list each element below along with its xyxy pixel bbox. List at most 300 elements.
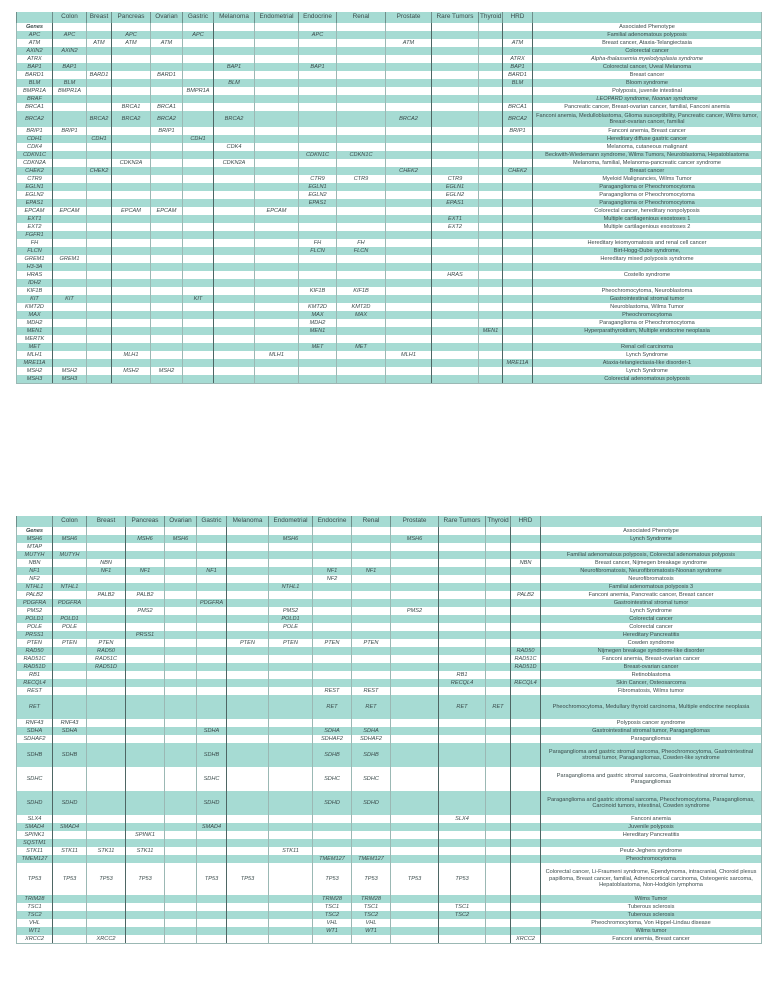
associated-phenotype: Paraganglioma and gastric stromal sarcoma, Pheochromocytoma, Paragangliomas, Carcinoid tumors, intestinal, Cowden syndrome [541, 791, 762, 815]
cancer-type-cell: MLH1 [386, 351, 432, 359]
cancer-type-cell [53, 575, 87, 583]
cancer-type-cell [337, 255, 386, 263]
cancer-type-cell [214, 191, 255, 199]
gene-name: PALB2 [17, 591, 53, 599]
cancer-type-cell [313, 551, 352, 559]
cancer-type-cell [486, 615, 511, 623]
cancer-type-cell [486, 535, 511, 543]
cancer-type-cell [126, 735, 165, 743]
cancer-type-cell [299, 335, 337, 343]
table-row [17, 679, 762, 687]
cancer-type-cell: RB1 [439, 671, 486, 679]
gene-name: POLD1 [17, 615, 53, 623]
cancer-type-cell [269, 831, 313, 839]
cancer-type-cell [87, 279, 112, 287]
cancer-type-cell [337, 79, 386, 87]
cancer-type-cell: BLM [503, 79, 533, 87]
cancer-type-cell: PALB2 [511, 591, 541, 599]
cancer-type-cell [197, 695, 227, 719]
cancer-type-cell [165, 735, 197, 743]
cancer-type-cell: PRSS1 [126, 631, 165, 639]
cancer-type-cell [352, 575, 391, 583]
cancer-type-cell [126, 767, 165, 791]
cancer-type-cell [432, 367, 479, 375]
cancer-type-cell [87, 271, 112, 279]
cancer-type-cell [386, 175, 432, 183]
table-row [17, 207, 762, 215]
gene-name: CDH1 [17, 135, 53, 143]
cancer-type-cell [503, 47, 533, 55]
cancer-type-cell [439, 591, 486, 599]
cancer-type-cell [112, 87, 151, 95]
cancer-type-cell [214, 319, 255, 327]
associated-phenotype: Pheochromocytoma, Neuroblastoma [533, 287, 762, 295]
cancer-type-cell: CTR9 [432, 175, 479, 183]
cancer-type-cell [269, 927, 313, 935]
gene-name: BARD1 [17, 71, 53, 79]
cancer-type-cell [479, 159, 503, 167]
table-row [17, 927, 762, 935]
cancer-type-cell [479, 295, 503, 303]
table-row [17, 151, 762, 159]
gene-name: BLM [17, 79, 53, 87]
cancer-type-cell [255, 303, 299, 311]
cancer-type-cell [227, 535, 269, 543]
cancer-type-cell [511, 855, 541, 863]
cancer-type-cell [126, 823, 165, 831]
cancer-type-cell: MLH1 [112, 351, 151, 359]
cancer-type-cell [214, 327, 255, 335]
gene-name: CTR9 [17, 175, 53, 183]
cancer-type-cell [503, 327, 533, 335]
cancer-type-cell [197, 647, 227, 655]
cancer-type-cell: CDKN2A [214, 159, 255, 167]
cancer-type-cell [165, 663, 197, 671]
column-header-endometrial: Endometrial [269, 516, 313, 527]
cancer-type-cell [183, 47, 214, 55]
cancer-type-cell [337, 191, 386, 199]
cancer-type-cell: MDH2 [299, 319, 337, 327]
cancer-type-cell: BLM [53, 79, 87, 87]
cancer-type-cell [183, 311, 214, 319]
cancer-type-cell [269, 575, 313, 583]
cancer-type-cell [299, 55, 337, 63]
cancer-type-cell [87, 103, 112, 111]
associated-phenotype: Nijmegen breakage syndrome-like disorder [541, 647, 762, 655]
cancer-type-cell [112, 343, 151, 351]
cancer-type-cell [53, 287, 87, 295]
cancer-type-cell [432, 319, 479, 327]
cancer-type-cell [87, 607, 126, 615]
cancer-type-cell [432, 71, 479, 79]
cancer-type-cell [269, 543, 313, 551]
cancer-type-cell [112, 319, 151, 327]
associated-phenotype: Pancreatic cancer, Breast-ovarian cancer, familial, Fanconi anemia [533, 103, 762, 111]
associated-phenotype: LEOPARD syndrome, Noonan syndrome [533, 95, 762, 103]
cancer-type-cell: PTEN [227, 639, 269, 647]
cancer-type-cell [391, 671, 439, 679]
cancer-type-cell [299, 23, 337, 31]
cancer-type-cell [53, 183, 87, 191]
cancer-type-cell [255, 159, 299, 167]
cancer-type-cell [165, 847, 197, 855]
cancer-type-cell [386, 87, 432, 95]
cancer-type-cell: NBN [511, 559, 541, 567]
cancer-type-cell [479, 79, 503, 87]
cancer-type-cell [391, 615, 439, 623]
cancer-type-cell [486, 583, 511, 591]
cancer-type-cell [486, 815, 511, 823]
cancer-type-cell [87, 687, 126, 695]
gene-name: RB1 [17, 671, 53, 679]
cancer-type-cell [126, 647, 165, 655]
cancer-type-cell [352, 831, 391, 839]
cancer-type-cell: APC [299, 31, 337, 39]
associated-phenotype: Gastrointestinal stromal tumor [541, 599, 762, 607]
cancer-type-cell [53, 767, 87, 791]
cancer-type-cell [313, 583, 352, 591]
cancer-type-cell [386, 279, 432, 287]
cancer-type-cell: STK11 [269, 847, 313, 855]
cancer-type-cell: EPAS1 [299, 199, 337, 207]
cancer-type-cell [439, 535, 486, 543]
associated-phenotype: Familial adenomatous polyposis, Colorectal adenomatous polyposis [541, 551, 762, 559]
cancer-type-cell [255, 183, 299, 191]
cancer-type-cell [255, 23, 299, 31]
cancer-type-cell [299, 375, 337, 383]
cancer-type-cell [391, 551, 439, 559]
cancer-type-cell [486, 551, 511, 559]
gene-name: EXT2 [17, 223, 53, 231]
gene-name: KIT [17, 295, 53, 303]
cancer-type-cell [503, 295, 533, 303]
cancer-type-cell [299, 103, 337, 111]
associated-phenotype: Birt-Hogg-Dube syndrome, [533, 247, 762, 255]
column-header-row [17, 516, 762, 527]
cancer-type-cell [391, 831, 439, 839]
cancer-type-cell [337, 103, 386, 111]
cancer-type-cell [214, 335, 255, 343]
cancer-type-cell [53, 351, 87, 359]
cancer-type-cell: CDKN1C [337, 151, 386, 159]
cancer-type-cell: RAD50 [511, 647, 541, 655]
cancer-type-cell: EXT2 [432, 223, 479, 231]
associated-phenotype: Myeloid Malignancies, Wilms Tumor [533, 175, 762, 183]
cancer-type-cell [503, 303, 533, 311]
cancer-type-cell: FH [299, 239, 337, 247]
gene-name: MERTK [17, 335, 53, 343]
cancer-type-cell [227, 559, 269, 567]
cancer-type-cell [486, 567, 511, 575]
cancer-type-cell [53, 247, 87, 255]
gene-name: FH [17, 239, 53, 247]
cancer-type-cell [227, 599, 269, 607]
gene-name: CHEK2 [17, 167, 53, 175]
cancer-type-cell [53, 239, 87, 247]
cancer-type-cell: BRCA2 [503, 111, 533, 127]
cancer-type-cell: BLM [214, 79, 255, 87]
cancer-type-cell: NF1 [313, 567, 352, 575]
cancer-type-cell [269, 855, 313, 863]
cancer-type-cell: ATM [87, 39, 112, 47]
cancer-type-cell [391, 543, 439, 551]
gene-name: SPINK1 [17, 831, 53, 839]
cancer-type-cell [255, 79, 299, 87]
cancer-type-cell [269, 695, 313, 719]
associated-phenotype: Multiple cartilagenious exostoses 2 [533, 223, 762, 231]
associated-phenotype: Renal cell carcinoma [533, 343, 762, 351]
cancer-type-cell [87, 839, 126, 847]
cancer-type-cell [165, 671, 197, 679]
associated-phenotype: Gastrointestinal stromal tumor, Paragangliomas [541, 727, 762, 735]
cancer-type-cell [151, 343, 183, 351]
gene-name: MSH2 [17, 367, 53, 375]
cancer-type-cell: TSC2 [313, 911, 352, 919]
cancer-type-cell [386, 23, 432, 31]
cancer-type-cell: STK11 [126, 847, 165, 855]
associated-phenotype: Melanoma, cutaneous malignant [533, 143, 762, 151]
cancer-type-cell [391, 527, 439, 535]
cancer-type-cell [386, 319, 432, 327]
cancer-type-cell [269, 687, 313, 695]
cancer-type-cell [511, 823, 541, 831]
cancer-type-cell [486, 671, 511, 679]
cancer-type-cell [87, 359, 112, 367]
cancer-type-cell [112, 95, 151, 103]
cancer-type-cell [503, 95, 533, 103]
column-header-phenotype [541, 516, 762, 527]
cancer-type-cell [87, 151, 112, 159]
associated-phenotype: Breast cancer, Ataxia-Telangiectasia [533, 39, 762, 47]
cancer-type-cell [227, 831, 269, 839]
cancer-type-cell [87, 903, 126, 911]
cancer-type-cell [87, 263, 112, 271]
cancer-type-cell: PDGFRA [197, 599, 227, 607]
cancer-type-cell [87, 767, 126, 791]
cancer-type-cell [87, 919, 126, 927]
cancer-type-cell [313, 607, 352, 615]
gene-name: BRAF [17, 95, 53, 103]
cancer-type-cell [269, 527, 313, 535]
table-row [17, 639, 762, 647]
cancer-type-cell [112, 191, 151, 199]
cancer-type-cell [87, 791, 126, 815]
cancer-type-cell [151, 31, 183, 39]
cancer-type-cell [151, 263, 183, 271]
cancer-type-cell [255, 31, 299, 39]
cancer-type-cell: TP53 [126, 863, 165, 895]
cancer-type-cell [486, 831, 511, 839]
associated-phenotype: Hereditary Pancreatitis [541, 831, 762, 839]
cancer-type-cell [386, 135, 432, 143]
cancer-type-cell [386, 223, 432, 231]
cancer-type-cell [53, 111, 87, 127]
cancer-type-cell [151, 231, 183, 239]
column-header-melanoma: Melanoma [227, 516, 269, 527]
column-header-prostate: Prostate [391, 516, 439, 527]
cancer-type-cell [53, 735, 87, 743]
cancer-type-cell [486, 575, 511, 583]
cancer-type-cell [227, 719, 269, 727]
cancer-type-cell [214, 279, 255, 287]
cancer-type-cell [126, 855, 165, 863]
cancer-type-cell [432, 111, 479, 127]
associated-phenotype: Ataxia-telangiectasia-like disorder-1 [533, 359, 762, 367]
cancer-type-cell [126, 575, 165, 583]
cancer-type-cell [269, 719, 313, 727]
cancer-type-cell [337, 327, 386, 335]
cancer-type-cell [432, 255, 479, 263]
cancer-type-cell [479, 151, 503, 159]
cancer-type-cell [151, 319, 183, 327]
cancer-type-cell [214, 39, 255, 47]
cancer-type-cell [432, 95, 479, 103]
cancer-type-cell: BRCA2 [386, 111, 432, 127]
column-header-hrd: HRD [503, 12, 533, 23]
cancer-type-cell [337, 183, 386, 191]
gene-name: RNF43 [17, 719, 53, 727]
cancer-type-cell [439, 767, 486, 791]
cancer-type-cell [126, 679, 165, 687]
cancer-type-cell [503, 343, 533, 351]
cancer-type-cell [511, 551, 541, 559]
cancer-type-cell [511, 911, 541, 919]
associated-phenotype: Colorectal cancer, Li-Fraumeni syndrome, Ependymoma, intracranial, Choroid plexus papilloma, Breast cancer, familial, Adrenocortical carcinoma, Osteogenic sarcoma, Hepatoblastoma, Non-Hodgkin lymphoma [541, 863, 762, 895]
cancer-type-cell [87, 831, 126, 839]
cancer-type-cell [299, 255, 337, 263]
cancer-type-cell [479, 135, 503, 143]
cancer-type-cell [313, 815, 352, 823]
gene-name: RECQL4 [17, 679, 53, 687]
table-row [17, 735, 762, 743]
associated-phenotype: Paraganglioma or Pheochromocytoma [533, 191, 762, 199]
cancer-type-cell [151, 335, 183, 343]
cancer-type-cell [214, 367, 255, 375]
cancer-type-cell [53, 215, 87, 223]
cancer-type-cell [165, 647, 197, 655]
cancer-type-cell: CDH1 [87, 135, 112, 143]
cancer-type-cell [386, 303, 432, 311]
cancer-type-cell [352, 527, 391, 535]
cancer-type-cell [299, 47, 337, 55]
cancer-type-cell [486, 623, 511, 631]
cancer-type-cell [53, 679, 87, 687]
cancer-type-cell [299, 87, 337, 95]
cancer-type-cell [391, 679, 439, 687]
cancer-type-cell [479, 255, 503, 263]
gene-name: SDHB [17, 743, 53, 767]
cancer-type-cell [337, 127, 386, 135]
cancer-type-cell [112, 247, 151, 255]
cancer-type-cell [151, 327, 183, 335]
cancer-type-cell [87, 543, 126, 551]
table-row [17, 575, 762, 583]
cancer-type-cell: SPINK1 [126, 831, 165, 839]
cancer-type-cell [439, 607, 486, 615]
cancer-type-cell [112, 47, 151, 55]
associated-phenotype: Colorectal adenomatous polyposis [533, 375, 762, 383]
cancer-type-cell [183, 359, 214, 367]
cancer-type-cell [126, 695, 165, 719]
cancer-type-cell [391, 623, 439, 631]
cancer-type-cell [183, 71, 214, 79]
associated-phenotype: Fanconi anemia [541, 815, 762, 823]
cancer-type-cell [112, 127, 151, 135]
cancer-type-cell [391, 639, 439, 647]
table-row [17, 359, 762, 367]
cancer-type-cell [486, 791, 511, 815]
cancer-type-cell [214, 351, 255, 359]
cancer-type-cell [214, 311, 255, 319]
cancer-type-cell [53, 263, 87, 271]
cancer-type-cell: BRCA2 [112, 111, 151, 127]
cancer-type-cell [391, 695, 439, 719]
cancer-type-cell [479, 111, 503, 127]
cancer-type-cell [439, 663, 486, 671]
cancer-type-cell [112, 295, 151, 303]
cancer-type-cell [151, 175, 183, 183]
cancer-type-cell [183, 103, 214, 111]
cancer-type-cell [183, 151, 214, 159]
cancer-type-cell [511, 583, 541, 591]
cancer-type-cell [486, 687, 511, 695]
cancer-type-cell: TMEM127 [313, 855, 352, 863]
cancer-type-cell: CDKN1C [299, 151, 337, 159]
cancer-type-cell: SDHAF2 [352, 735, 391, 743]
cancer-type-cell [183, 199, 214, 207]
cancer-type-cell [479, 271, 503, 279]
cancer-type-cell: BRCA1 [151, 103, 183, 111]
cancer-type-cell [352, 599, 391, 607]
cancer-type-cell [503, 207, 533, 215]
associated-phenotype: Associated Phenotype [533, 23, 762, 31]
table-row [17, 839, 762, 847]
cancer-type-cell [183, 343, 214, 351]
column-header-breast: Breast [87, 12, 112, 23]
cancer-type-cell: CTR9 [299, 175, 337, 183]
cancer-type-cell: NF1 [87, 567, 126, 575]
cancer-type-cell [53, 223, 87, 231]
cancer-type-cell [227, 791, 269, 815]
cancer-type-cell [165, 551, 197, 559]
cancer-type-cell [255, 231, 299, 239]
cancer-type-cell: MSH6 [269, 535, 313, 543]
cancer-type-cell [227, 895, 269, 903]
cancer-type-cell [503, 23, 533, 31]
cancer-type-cell: PMS2 [126, 607, 165, 615]
cancer-type-cell [479, 343, 503, 351]
cancer-type-cell [165, 655, 197, 663]
gene-name: SMAD4 [17, 823, 53, 831]
cancer-type-cell [511, 767, 541, 791]
associated-phenotype: Pheochromocytoma, Medullary thyroid carcinoma, Multiple endocrine neoplasia [541, 695, 762, 719]
cancer-type-cell: BRCA2 [87, 111, 112, 127]
cancer-type-cell [87, 63, 112, 71]
cancer-type-cell [439, 791, 486, 815]
cancer-type-cell: EPCAM [112, 207, 151, 215]
cancer-type-cell: RET [439, 695, 486, 719]
cancer-type-cell [227, 615, 269, 623]
cancer-type-cell [479, 231, 503, 239]
cancer-type-cell [486, 839, 511, 847]
cancer-type-cell [439, 719, 486, 727]
cancer-type-cell: TP53 [391, 863, 439, 895]
associated-phenotype: Peutz-Jeghers syndrome [541, 847, 762, 855]
gene-name: SQSTM1 [17, 839, 53, 847]
gene-name: MTAP [17, 543, 53, 551]
cancer-type-cell [126, 895, 165, 903]
cancer-type-cell [197, 639, 227, 647]
